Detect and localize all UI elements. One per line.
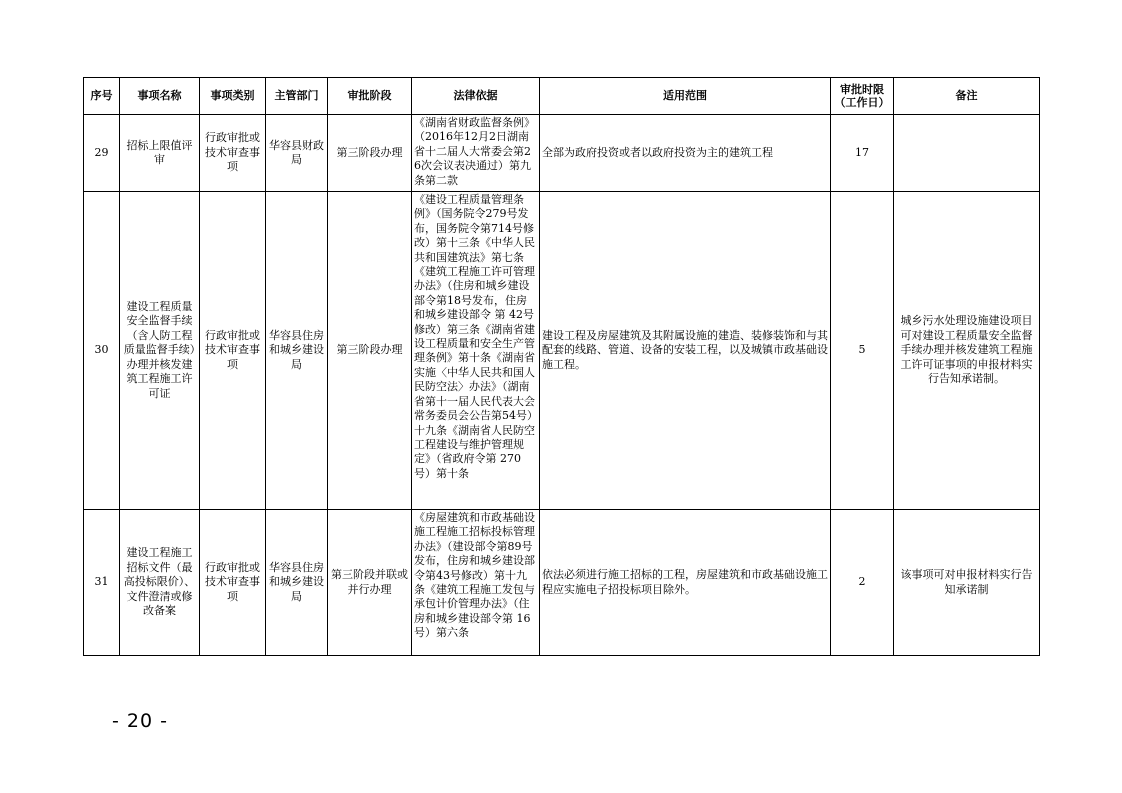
table-row bbox=[84, 192, 1040, 510]
cell-department: 华容县财政局 bbox=[266, 115, 328, 192]
header-serial: 序号 bbox=[84, 78, 120, 115]
cell-remarks: 该事项可对申报材料实行告知承诺制 bbox=[894, 510, 1040, 656]
cell-remarks: 城乡污水处理设施建设项目可对建设工程质量安全监督手续办理并核发建筑工程施工许可证事项的申报材料实行告知承诺制。 bbox=[894, 192, 1040, 510]
cell-scope: 全部为政府投资或者以政府投资为主的建筑工程 bbox=[540, 115, 831, 192]
cell-remarks bbox=[894, 115, 1040, 192]
page-number: - 20 - bbox=[112, 710, 168, 732]
table-header-row bbox=[84, 78, 1040, 115]
approval-items-table bbox=[83, 77, 1040, 656]
cell-approval-stage: 第三阶段办理 bbox=[328, 192, 412, 510]
cell-item-category: 行政审批或技术审查事项 bbox=[200, 510, 266, 656]
cell-time-limit: 17 bbox=[831, 115, 894, 192]
cell-item-name: 建设工程质量安全监督手续（含人防工程质量监督手续）办理并核发建筑工程施工许可证 bbox=[120, 192, 200, 510]
header-approval-stage: 审批阶段 bbox=[328, 78, 412, 115]
cell-legal-basis: 《建设工程质量管理条例》（国务院令279号发布，国务院令第714号修改）第十三条《中华人民共和国建筑法》第七条《建筑工程施工许可管理办法》（住房和城乡建设部令第18号发布，住房和城乡建设部令 第 42号修改）第三条《湖南省建设工程质量和安全生产管理条例》第十条《湖南省实施〈中华人民共和国人民防空法〉办法》（湖南省第十一届人民代表大会常务委员会公告第54号）十九条《湖南省人民防空工程建设与维护管理规定》（省政府令第 270 号）第十条 bbox=[412, 192, 540, 510]
cell-time-limit: 5 bbox=[831, 192, 894, 510]
cell-department: 华容县住房和城乡建设局 bbox=[266, 192, 328, 510]
header-item-category: 事项类别 bbox=[200, 78, 266, 115]
cell-item-name: 建设工程施工招标文件（最高投标限价）、文件澄清或修改备案 bbox=[120, 510, 200, 656]
cell-approval-stage: 第三阶段并联或并行办理 bbox=[328, 510, 412, 656]
cell-department: 华容县住房和城乡建设局 bbox=[266, 510, 328, 656]
cell-legal-basis: 《房屋建筑和市政基础设施工程施工招标投标管理办法》（建设部令第89号发布，住房和城乡建设部令第43号修改）第十九条《建筑工程施工发包与承包计价管理办法》（住房和城乡建设部令第 16 号）第六条 bbox=[412, 510, 540, 656]
cell-item-name: 招标上限值评审 bbox=[120, 115, 200, 192]
cell-legal-basis: 《湖南省财政监督条例》（2016年12月2日湖南省十二届人大常委会第26次会议表决通过）第九条第二款 bbox=[412, 115, 540, 192]
cell-item-category: 行政审批或技术审查事项 bbox=[200, 192, 266, 510]
header-item-name: 事项名称 bbox=[120, 78, 200, 115]
cell-item-category: 行政审批或技术审查事项 bbox=[200, 115, 266, 192]
cell-serial: 29 bbox=[84, 115, 120, 192]
header-time-limit: 审批时限 （工作日） bbox=[831, 78, 894, 115]
table-row bbox=[84, 115, 1040, 192]
cell-serial: 30 bbox=[84, 192, 120, 510]
header-department: 主管部门 bbox=[266, 78, 328, 115]
cell-scope: 依法必须进行施工招标的工程，房屋建筑和市政基础设施工程应实施电子招投标项目除外。 bbox=[540, 510, 831, 656]
header-remarks: 备注 bbox=[894, 78, 1040, 115]
table-row bbox=[84, 510, 1040, 656]
cell-serial: 31 bbox=[84, 510, 120, 656]
header-scope: 适用范围 bbox=[540, 78, 831, 115]
cell-approval-stage: 第三阶段办理 bbox=[328, 115, 412, 192]
header-legal-basis: 法律依据 bbox=[412, 78, 540, 115]
cell-time-limit: 2 bbox=[831, 510, 894, 656]
cell-scope: 建设工程及房屋建筑及其附属设施的建造、装修装饰和与其配套的线路、管道、设备的安装工程，以及城镇市政基础设施工程。 bbox=[540, 192, 831, 510]
